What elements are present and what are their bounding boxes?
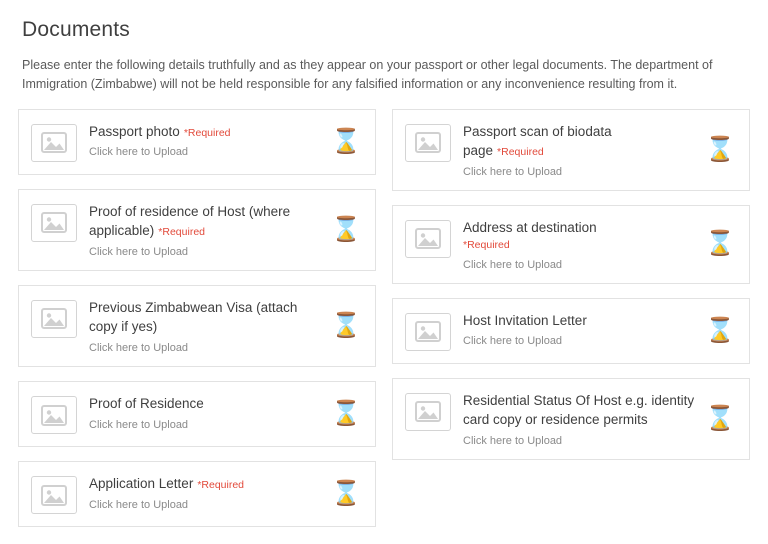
document-title-text: Proof of Residence	[89, 396, 204, 411]
document-card-body	[89, 202, 321, 258]
image-placeholder-icon	[31, 124, 77, 162]
document-upload-card-previous-zimbabwean-visa[interactable]	[18, 285, 376, 367]
document-upload-card-proof-of-residence-of-host[interactable]	[18, 189, 376, 271]
documents-grid	[18, 109, 750, 541]
document-title-text: Proof of residence of Host (where applicable)	[89, 203, 291, 239]
document-title	[89, 394, 321, 414]
document-card-body	[463, 311, 695, 348]
upload-hint[interactable]: Click here to Upload	[463, 165, 563, 178]
document-upload-card-address-at-destination[interactable]	[392, 205, 750, 284]
document-title	[89, 474, 321, 494]
hourglass-icon: ⌛	[331, 127, 361, 155]
upload-hint[interactable]: Click here to Upload	[89, 418, 189, 431]
document-upload-card-passport-scan-biodata[interactable]	[392, 109, 750, 191]
page-title: Documents	[22, 18, 131, 41]
document-upload-card-application-letter[interactable]	[18, 461, 376, 527]
documents-column-left	[18, 109, 384, 541]
upload-hint[interactable]: Click here to Upload	[89, 498, 189, 511]
image-placeholder-icon	[31, 300, 77, 338]
image-placeholder-icon	[31, 396, 77, 434]
upload-hint[interactable]: Click here to Upload	[89, 245, 189, 258]
document-upload-card-host-invitation-letter[interactable]	[392, 298, 750, 364]
required-marker: *Required	[158, 226, 205, 239]
hourglass-icon: ⌛	[705, 316, 735, 344]
document-card-body	[89, 474, 321, 511]
page-intro-text: Please enter the following details truthfully and as they appear on your passport or other legal documents. The department of Immigration (Zimbabwe) will not be held responsible for any falsified information or any inconvenience resulting from it.	[22, 58, 713, 92]
image-placeholder-icon	[405, 313, 451, 351]
upload-hint[interactable]: Click here to Upload	[89, 146, 189, 159]
document-title	[89, 298, 321, 337]
hourglass-icon: ⌛	[331, 311, 361, 339]
hourglass-icon: ⌛	[705, 404, 735, 432]
document-card-body	[89, 122, 321, 159]
hourglass-icon: ⌛	[331, 215, 361, 243]
required-marker: *Required	[497, 146, 544, 159]
document-title	[463, 391, 695, 430]
document-card-body	[89, 298, 321, 354]
document-upload-card-residential-status-of-host[interactable]	[392, 378, 750, 460]
image-placeholder-icon	[31, 204, 77, 242]
document-title-text: Passport photo	[89, 123, 180, 139]
document-card-body	[463, 218, 695, 271]
document-card-body	[89, 394, 321, 431]
required-marker: *Required	[197, 479, 245, 491]
upload-hint[interactable]: Click here to Upload	[89, 342, 189, 354]
document-title-text: Application Letter	[89, 476, 194, 491]
document-title-text: Previous Zimbabwean Visa (attach copy if yes)	[89, 299, 298, 335]
image-placeholder-icon	[405, 393, 451, 431]
document-title	[89, 122, 321, 142]
document-card-body	[463, 391, 695, 447]
document-title-text: Host Invitation Letter	[463, 312, 587, 328]
required-marker: *Required	[183, 126, 231, 139]
required-marker: *Required	[463, 239, 510, 252]
documents-column-right	[384, 109, 750, 541]
document-title	[89, 202, 321, 241]
hourglass-icon: ⌛	[705, 135, 735, 163]
document-title-text: Passport scan of biodata page	[463, 123, 612, 159]
upload-hint[interactable]: Click here to Upload	[463, 258, 563, 271]
image-placeholder-icon	[31, 476, 77, 514]
document-title	[463, 311, 695, 331]
image-placeholder-icon	[405, 220, 451, 258]
document-upload-card-proof-of-residence[interactable]	[18, 381, 376, 447]
document-upload-card-passport-photo[interactable]	[18, 109, 376, 175]
document-title-text: Address at destination	[463, 219, 597, 235]
document-title-text: Residential Status Of Host e.g. identity card copy or residence permits	[463, 392, 695, 428]
document-title	[463, 218, 695, 254]
document-title	[463, 122, 695, 161]
hourglass-icon: ⌛	[705, 230, 735, 258]
hourglass-icon: ⌛	[331, 400, 361, 427]
image-placeholder-icon	[405, 124, 451, 162]
document-card-body	[463, 122, 695, 178]
upload-hint[interactable]: Click here to Upload	[463, 434, 563, 447]
upload-hint[interactable]: Click here to Upload	[463, 335, 563, 348]
hourglass-icon: ⌛	[331, 480, 361, 507]
